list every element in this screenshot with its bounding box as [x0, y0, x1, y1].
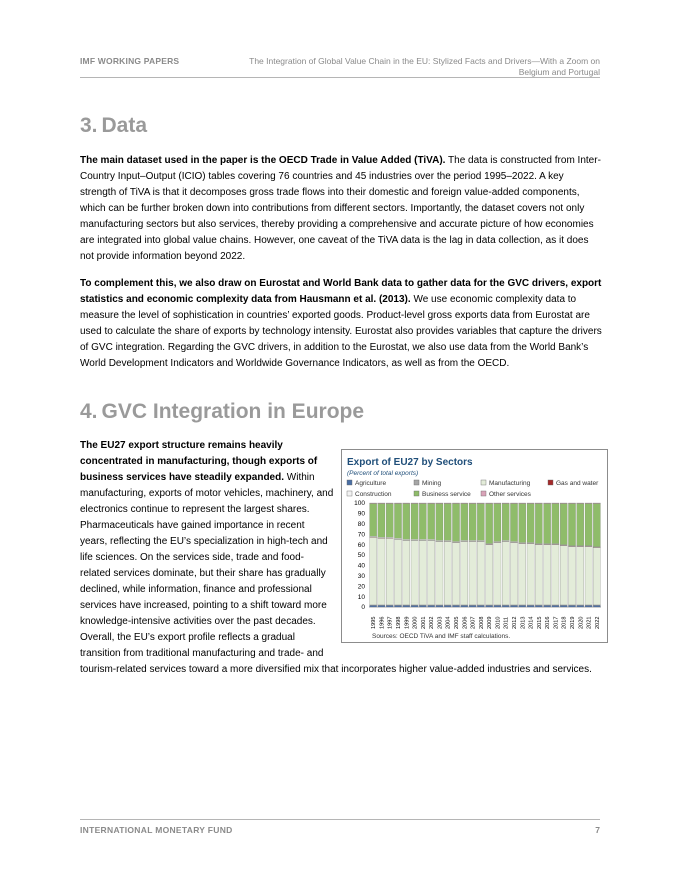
y-tick-label: 10 [357, 593, 365, 601]
bar-segment [593, 605, 600, 607]
bar-segment [560, 503, 567, 504]
bar-segment [452, 543, 459, 605]
x-tick-label: 2010 [495, 616, 502, 629]
bar-segment [436, 605, 443, 607]
x-tick-label: 2021 [586, 616, 593, 629]
bar-segment [535, 504, 542, 544]
legend-label: Agriculture [355, 480, 387, 487]
bar-segment [378, 605, 385, 607]
footer-publisher: INTERNATIONAL MONETARY FUND [80, 825, 233, 835]
bar-segment [510, 543, 517, 605]
bar-segment [486, 545, 493, 605]
bar-segment [436, 504, 443, 541]
bar-segment [544, 545, 551, 605]
bar-segment [461, 541, 468, 604]
y-tick-label: 100 [354, 500, 365, 508]
x-tick-label: 2001 [420, 616, 427, 629]
bar-segment [519, 605, 526, 607]
running-header-series: IMF WORKING PAPERS [80, 56, 180, 66]
bar-segment [535, 605, 542, 607]
x-tick-label: 1995 [371, 616, 378, 629]
bar-segment [585, 547, 592, 605]
bar-segment [403, 540, 410, 604]
bar-segment [419, 605, 426, 607]
bar-segment [477, 504, 484, 541]
bar-segment [452, 503, 459, 504]
x-axis [371, 617, 601, 629]
chart-source: Sources: OECD TiVA and IMF staff calculations. [372, 633, 511, 640]
bar-segment [386, 538, 393, 605]
bar-segment [494, 543, 501, 605]
bar-segment [593, 504, 600, 547]
bar-segment [544, 504, 551, 544]
bar-segment [552, 504, 559, 544]
section-heading-data [80, 114, 147, 138]
bar-segment [510, 605, 517, 607]
bar-segment [444, 504, 451, 541]
x-tick-label: 1998 [396, 616, 402, 629]
bar-segment [494, 504, 501, 542]
bar-segment [593, 548, 600, 605]
bar-segment [527, 503, 534, 504]
legend-swatch [481, 491, 486, 496]
legend-swatch [548, 480, 553, 485]
legend-label: Other services [489, 491, 531, 498]
x-tick-label: 2020 [578, 616, 585, 629]
legend-item [481, 480, 531, 487]
bar-segment [568, 503, 575, 504]
bar-segment [444, 605, 451, 607]
bar-segment [552, 605, 559, 607]
x-tick-label: 2009 [487, 616, 494, 629]
chart-legend [347, 480, 599, 498]
bar-segment [560, 504, 567, 545]
bar-segment [519, 504, 526, 543]
legend-swatch [414, 491, 419, 496]
paragraph-data-complement [80, 276, 602, 372]
bar-segment [469, 605, 476, 607]
figure-export-by-sectors [341, 449, 608, 643]
bar-segment [386, 605, 393, 607]
bar-segment [461, 504, 468, 541]
x-tick-label: 2014 [528, 616, 535, 629]
y-tick-label: 40 [357, 562, 365, 570]
chart-title: Export of EU27 by Sectors [347, 457, 473, 468]
bar-segment [403, 503, 410, 504]
paragraph-body: The data is constructed from Inter-Country Input–Output (ICIO) tables covering 76 countries and 45 industries over the period 1995–2022. A key strength of TiVA is that it decomposes gross trade flows into their domestic and foreign value-added components, which can be further broken down into contributions from different sectors. Importantly, the dataset covers not only manufacturing sectors but also services, thereby providing a comprehensive and accurate picture of how economies are integrated into global value chains. However, one caveat of the TiVA data is the lag in data collection, as it does not provide information beyond 2022. [80, 155, 601, 262]
bar-segment [394, 503, 401, 504]
legend-item [347, 480, 386, 487]
bar-segment [568, 504, 575, 546]
bar-segment [568, 547, 575, 605]
x-tick-label: 2007 [470, 616, 477, 629]
x-tick-label: 2003 [437, 616, 444, 629]
bar-segment [419, 504, 426, 540]
bar-segment [469, 503, 476, 504]
section-title: GVC Integration in Europe [101, 400, 365, 423]
bar-segment [370, 504, 377, 537]
x-tick-label: 1996 [379, 616, 386, 629]
y-tick-label: 90 [357, 510, 365, 518]
x-tick-label: 2017 [553, 616, 560, 629]
bar-segment [527, 504, 534, 543]
legend-swatch [481, 480, 486, 485]
x-tick-label: 2008 [478, 616, 485, 629]
bar-segment [585, 503, 592, 504]
bar-segment [436, 503, 443, 504]
x-tick-label: 1999 [404, 616, 411, 629]
section-number: 3. [80, 114, 98, 137]
x-tick-label: 2013 [520, 616, 527, 629]
bar-segment [544, 503, 551, 504]
y-tick-label: 50 [357, 552, 365, 560]
bar-segment [378, 504, 385, 538]
bar-segment [486, 504, 493, 544]
bar-segment [411, 605, 418, 607]
legend-item [481, 491, 532, 498]
bar-segment [452, 605, 459, 607]
bar-segment [510, 504, 517, 542]
bar-segment [411, 504, 418, 540]
bar-segment [544, 605, 551, 607]
x-tick-label: 2005 [454, 616, 460, 629]
bar-segment [519, 503, 526, 504]
y-tick-label: 60 [357, 541, 365, 549]
x-tick-label: 2004 [445, 616, 452, 629]
legend-label: Gas and water [556, 480, 599, 487]
bar-segment [411, 503, 418, 504]
bar-segment [502, 541, 509, 604]
x-tick-label: 2002 [429, 616, 436, 629]
paragraph-lead: To complement this, we also draw on Eurostat and World Bank data to gather data for the GVC drivers, export statistics and economic complexity data from Hausmann et al. (2013). [80, 278, 602, 305]
paragraph-body: We use economic complexity data to measure the level of sophistication in countries’ exported goods. Product-level gross exports data from Eurostat are used to calculate the share of exports by technology intensity. Eurostat also provides variables that capture the drivers of GVC integration. Regarding the GVC drivers, in addition to the Eurostat, we also use data from the World Bank’s World Development Indicators and Worldwide Governance Indicators, as well as from the OECD. [80, 294, 602, 369]
section-heading-gvc [80, 400, 364, 424]
page-number: 7 [595, 825, 600, 835]
chart-subtitle: (Percent of total exports) [347, 470, 419, 477]
legend-item [548, 480, 599, 487]
bar-segment [552, 503, 559, 504]
legend-swatch [347, 480, 352, 485]
bar-segment [527, 544, 534, 605]
running-header-title: The Integration of Global Value Chain in the EU: Stylized Facts and Drivers—With a Zoom on Belgium and Portugal [249, 56, 600, 77]
header-divider [80, 77, 600, 78]
bar-segment [577, 605, 584, 607]
legend-swatch [347, 491, 352, 496]
section-title: Data [101, 114, 148, 137]
paragraph-lead: The main dataset used in the paper is the OECD Trade in Value Added (TiVA). [80, 155, 446, 166]
bar-segment [428, 540, 435, 604]
bar-segment [419, 503, 426, 504]
bar-segment [394, 605, 401, 607]
bar-segment [370, 537, 377, 605]
footer-divider [80, 819, 600, 820]
x-tick-label: 2018 [561, 616, 568, 629]
bar-segment [535, 503, 542, 504]
bar-segment [486, 503, 493, 504]
x-tick-label: 2022 [594, 616, 601, 629]
bar-segment [394, 539, 401, 605]
bar-segment [436, 541, 443, 604]
bar-segment [444, 503, 451, 504]
x-tick-label: 2006 [462, 616, 469, 629]
bar-segment [577, 504, 584, 546]
legend-label: Business service [422, 491, 471, 498]
y-tick-label: 0 [361, 604, 365, 612]
y-tick-label: 30 [357, 573, 365, 580]
bar-segment [477, 605, 484, 607]
bar-segment [577, 503, 584, 504]
bar-segment [403, 605, 410, 607]
paragraph-body: Within manufacturing, exports of motor vehicles, machinery, and electronics continue to represent the largest shares. Pharmaceuticals have gained importance in recent years, reflecting the EU’s specialization in high-tech and life sciences. On the services side, trade and food-related services dominate, but their share has gradually declined, while information, finance and professional services have increased, pointing to a shift toward more knowledge-intensive activities over the past decades. Overall, the EU’s export profile reflects a gradual transition from traditional manufacturing and trade- and tourism-related services toward a more diversified mix that incorporates higher value-added industries and services. [80, 472, 592, 675]
bar-segment [419, 540, 426, 604]
section-number: 4. [80, 400, 98, 423]
legend-label: Construction [355, 491, 392, 498]
y-tick-label: 80 [357, 521, 365, 528]
x-tick-label: 2000 [412, 616, 419, 629]
x-tick-label: 2011 [503, 616, 510, 629]
bar-segment [444, 541, 451, 604]
bar-segment [560, 546, 567, 605]
bar-segment [519, 544, 526, 605]
bar-segment [527, 605, 534, 607]
bar-series [370, 503, 601, 607]
bar-segment [386, 503, 393, 504]
bar-segment [428, 503, 435, 504]
paragraph-data-main [80, 153, 602, 265]
bar-segment [577, 547, 584, 605]
y-tick-label: 20 [357, 583, 365, 591]
bar-segment [469, 504, 476, 541]
bar-segment [510, 503, 517, 504]
bar-segment [486, 605, 493, 607]
legend-label: Manufacturing [489, 480, 531, 487]
bar-segment [477, 541, 484, 604]
legend-swatch [414, 480, 419, 485]
bar-segment [568, 605, 575, 607]
bar-segment [370, 503, 377, 504]
y-tick-label: 70 [357, 531, 365, 539]
legend-label: Mining [422, 480, 442, 487]
legend-item [347, 491, 392, 498]
bar-segment [378, 503, 385, 504]
legend-item [414, 480, 442, 487]
bar-segment [502, 504, 509, 541]
bar-segment [477, 503, 484, 504]
bar-segment [469, 541, 476, 604]
bar-segment [403, 504, 410, 540]
x-tick-label: 2015 [536, 616, 543, 629]
bar-segment [411, 540, 418, 604]
bar-segment [494, 503, 501, 504]
bar-segment [502, 503, 509, 504]
x-tick-label: 1997 [387, 616, 394, 629]
bar-segment [386, 504, 393, 538]
x-tick-label: 2016 [545, 616, 552, 629]
bar-segment [428, 504, 435, 540]
paragraph-lead: The EU27 export structure remains heavily concentrated in manufacturing, though exports of business services have steadily expanded. [80, 440, 318, 483]
bar-segment [502, 605, 509, 607]
bar-segment [378, 538, 385, 605]
bar-segment [585, 504, 592, 546]
bar-segment [560, 605, 567, 607]
bar-segment [370, 605, 377, 607]
bar-segment [428, 605, 435, 607]
bar-segment [593, 503, 600, 504]
bar-segment [585, 605, 592, 607]
x-tick-label: 2019 [570, 616, 576, 629]
bar-segment [394, 504, 401, 539]
bar-segment [461, 605, 468, 607]
bar-segment [494, 605, 501, 607]
bar-segment [452, 504, 459, 542]
bar-segment [461, 503, 468, 504]
bar-segment [535, 545, 542, 605]
stacked-bar-chart [342, 450, 607, 642]
legend-item [414, 491, 471, 498]
bar-segment [552, 545, 559, 605]
x-tick-label: 2012 [512, 616, 518, 629]
